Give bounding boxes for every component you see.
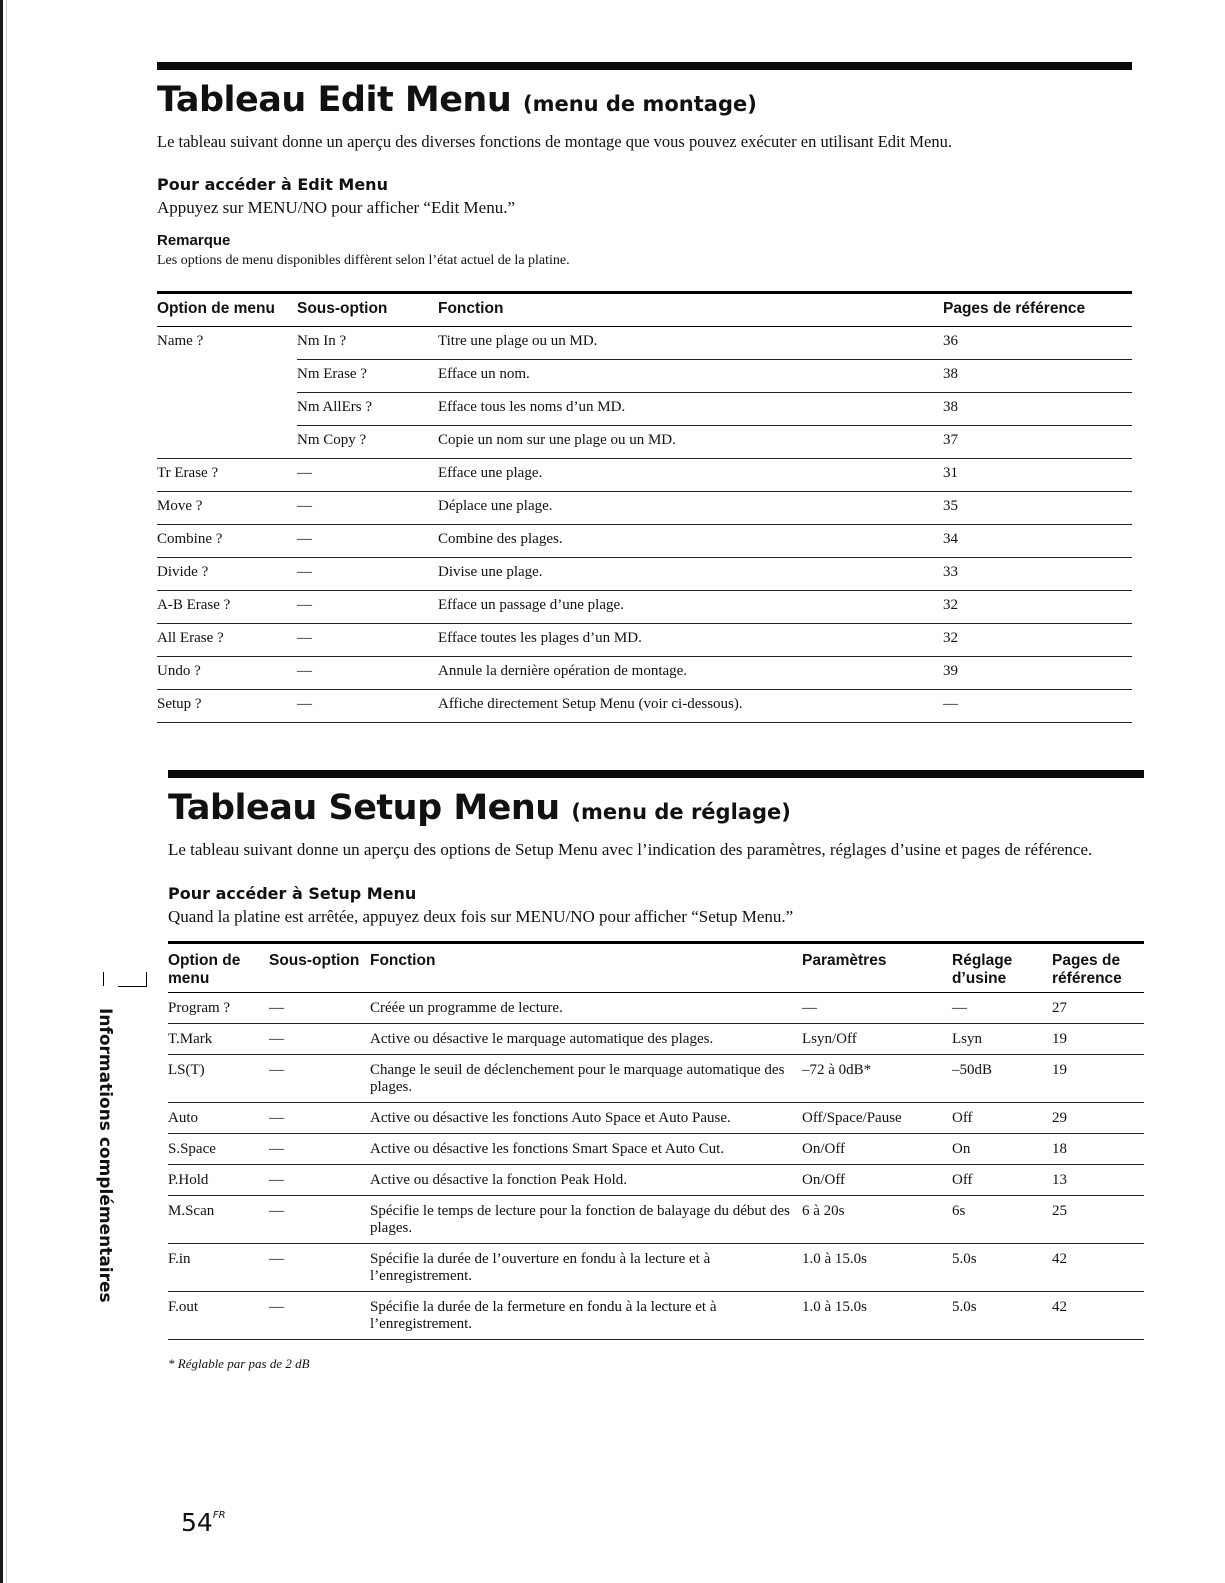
table-cell-option: Combine ? [157,525,297,558]
table-cell-page: 42 [1052,1292,1144,1340]
table-cell-sub: — [297,492,438,525]
edit-menu-subtitle: (menu de montage) [522,92,757,116]
table-cell-option: Setup ? [157,690,297,723]
header-pages: Pages de référence [1052,943,1144,993]
footnote: * Réglable par pas de 2 dB [168,1356,310,1372]
table-cell-params: On/Off [802,1134,952,1165]
edit-access-text: Appuyez sur MENU/NO pour afficher “Edit Menu.” [157,198,516,218]
table-cell-sub: — [269,1055,370,1103]
table-cell-option: Move ? [157,492,297,525]
table-cell-params: 6 à 20s [802,1196,952,1244]
scan-left-border [0,0,3,1583]
table-cell-func: Annule la dernière opération de montage. [438,657,943,690]
table-row [168,1292,1144,1340]
table-row [168,993,1144,1024]
table-cell-func: Efface tous les noms d’un MD. [438,393,943,426]
header-option: Option de menu [157,293,297,327]
table-cell-factory: On [952,1134,1052,1165]
table-cell-func: Efface une plage. [438,459,943,492]
table-cell-page: 31 [943,459,1132,492]
table-cell-page: 27 [1052,993,1144,1024]
table-cell-page: 32 [943,591,1132,624]
edit-access-heading: Pour accéder à Edit Menu [157,175,388,195]
table-cell-func: Efface un passage d’une plage. [438,591,943,624]
table-cell-option: T.Mark [168,1024,269,1055]
table-cell-func: Combine des plages. [438,525,943,558]
table-row [157,558,1132,591]
section-rule [168,770,1144,778]
table-cell-factory: 6s [952,1196,1052,1244]
table-cell-page: 25 [1052,1196,1144,1244]
setup-menu-subtitle: (menu de réglage) [571,800,791,824]
table-cell-sub: — [269,1134,370,1165]
table-cell-sub: — [297,657,438,690]
table-cell-page: 37 [943,426,1132,459]
edit-menu-intro: Le tableau suivant donne un aperçu des diverses fonctions de montage que vous pouvez exécuter en utilisant Edit Menu. [157,132,952,152]
table-cell-func: Active ou désactive les fonctions Auto Space et Auto Pause. [370,1103,802,1134]
table-cell-sub: — [269,1244,370,1292]
table-cell-sub: — [297,624,438,657]
table-cell-factory: 5.0s [952,1292,1052,1340]
table-cell-page: 19 [1052,1024,1144,1055]
table-row [168,1103,1144,1134]
table-row [157,690,1132,723]
table-row [157,360,1132,393]
table-cell-params: –72 à 0dB* [802,1055,952,1103]
table-cell-factory: Off [952,1165,1052,1196]
setup-menu-table [168,941,1144,1340]
table-cell-option: Program ? [168,993,269,1024]
scan-edge-line [6,0,7,1583]
table-cell-option: Auto [168,1103,269,1134]
table-cell-func: Active ou désactive la fonction Peak Hold. [370,1165,802,1196]
table-cell-option: P.Hold [168,1165,269,1196]
table-header-row [168,943,1144,993]
table-row [168,1244,1144,1292]
table-cell-sub: — [297,558,438,591]
table-cell-option [157,426,297,459]
table-cell-func: Créée un programme de lecture. [370,993,802,1024]
table-cell-params: Off/Space/Pause [802,1103,952,1134]
table-row [157,624,1132,657]
table-cell-page: 32 [943,624,1132,657]
table-row [157,492,1132,525]
table-cell-option: M.Scan [168,1196,269,1244]
table-cell-params: 1.0 à 15.0s [802,1244,952,1292]
table-row [168,1024,1144,1055]
section-rule [157,62,1132,70]
table-cell-option: Tr Erase ? [157,459,297,492]
table-cell-func: Spécifie la durée de la fermeture en fondu à la lecture et à l’enregistrement. [370,1292,802,1340]
table-cell-sub: — [269,1103,370,1134]
note-heading: Remarque [157,232,231,250]
table-cell-page: 29 [1052,1103,1144,1134]
side-label: Informations complémentaires [95,1007,115,1303]
table-row [157,459,1132,492]
table-row [168,1165,1144,1196]
table-cell-sub: — [297,690,438,723]
table-cell-option: F.in [168,1244,269,1292]
table-cell-page: 18 [1052,1134,1144,1165]
table-cell-sub: Nm Erase ? [297,360,438,393]
table-cell-option: F.out [168,1292,269,1340]
table-cell-sub: — [269,1292,370,1340]
edit-menu-table [157,291,1132,723]
table-cell-sub: — [269,1196,370,1244]
table-row [157,657,1132,690]
setup-menu-title: Tableau Setup Menu (menu de réglage) [168,788,791,828]
edit-menu-title: Tableau Edit Menu (menu de montage) [157,80,757,120]
table-cell-func: Active ou désactive les fonctions Smart Space et Auto Cut. [370,1134,802,1165]
table-cell-sub: — [269,1165,370,1196]
table-cell-func: Change le seuil de déclenchement pour le marquage automatique des plages. [370,1055,802,1103]
table-cell-option [157,360,297,393]
table-cell-factory: — [952,993,1052,1024]
table-row [157,426,1132,459]
header-params: Paramètres [802,943,952,993]
header-option: Option de menu [168,943,269,993]
table-cell-sub: Nm Copy ? [297,426,438,459]
table-row [157,525,1132,558]
table-cell-option: A-B Erase ? [157,591,297,624]
table-cell-func: Spécifie la durée de l’ouverture en fondu à la lecture et à l’enregistrement. [370,1244,802,1292]
table-cell-func: Active ou désactive le marquage automatique des plages. [370,1024,802,1055]
table-row [168,1196,1144,1244]
table-cell-params: 1.0 à 15.0s [802,1292,952,1340]
table-cell-option: Name ? [157,333,204,350]
table-cell-func: Efface un nom. [438,360,943,393]
setup-access-heading: Pour accéder à Setup Menu [168,884,417,904]
header-pages: Pages de référence [943,293,1132,327]
table-cell-func: Affiche directement Setup Menu (voir ci-dessous). [438,690,943,723]
table-cell-page: 13 [1052,1165,1144,1196]
table-cell-sub: — [297,525,438,558]
header-function: Fonction [370,943,802,993]
table-cell-sub: Nm AllErs ? [297,393,438,426]
note-text: Les options de menu disponibles diffèrent selon l’état actuel de la platine. [157,253,570,269]
table-cell-page: 34 [943,525,1132,558]
header-sub-option: Sous-option [297,293,438,327]
table-cell-func: Déplace une plage. [438,492,943,525]
table-row [157,393,1132,426]
table-cell-sub: — [297,459,438,492]
table-cell-page: 36 [943,327,1132,360]
setup-access-text: Quand la platine est arrêtée, appuyez deux fois sur MENU/NO pour afficher “Setup Menu.” [168,907,794,927]
table-cell-page: 33 [943,558,1132,591]
table-cell-factory: Off [952,1103,1052,1134]
header-sub-option: Sous-option [269,943,370,993]
table-cell-page: 39 [943,657,1132,690]
table-header-row [157,293,1132,327]
table-cell-sub: Nm In ? [297,327,438,360]
section-tab-mark [103,972,104,986]
table-row [157,591,1132,624]
table-cell-params: — [802,993,952,1024]
table-row [168,1134,1144,1165]
table-cell-factory: 5.0s [952,1244,1052,1292]
table-cell-func: Titre une plage ou un MD. [438,327,943,360]
table-cell-option: Undo ? [157,657,297,690]
header-factory: Réglage d’usine [952,943,1052,993]
header-function: Fonction [438,293,943,327]
edit-menu-section [157,62,1132,723]
table-cell-option: All Erase ? [157,624,297,657]
table-cell-page: 38 [943,393,1132,426]
table-cell-sub: — [297,591,438,624]
table-cell-option: Divide ? [157,558,297,591]
setup-menu-intro: Le tableau suivant donne un aperçu des options de Setup Menu avec l’indication des paramètres, réglages d’usine et pages de référence. [168,840,1093,860]
setup-menu-section [168,770,1144,1372]
table-cell-sub: — [269,993,370,1024]
table-cell-option: S.Space [168,1134,269,1165]
page-number: $54^{FR}$ [181,1508,226,1537]
table-row [157,327,1132,360]
table-cell-page: — [943,690,1132,723]
section-tab-mark [118,972,147,987]
table-cell-sub: — [269,1024,370,1055]
table-cell-params: Lsyn/Off [802,1024,952,1055]
table-row [168,1055,1144,1103]
table-cell-params: On/Off [802,1165,952,1196]
table-cell-page: 42 [1052,1244,1144,1292]
table-cell-page: 38 [943,360,1132,393]
table-cell-option [157,393,297,426]
table-cell-page: 19 [1052,1055,1144,1103]
table-cell-option: LS(T) [168,1055,269,1103]
table-cell-func: Divise une plage. [438,558,943,591]
table-cell-func: Copie un nom sur une plage ou un MD. [438,426,943,459]
page-suffix: FR [212,1510,226,1521]
table-cell-func: Spécifie le temps de lecture pour la fonction de balayage du début des plages. [370,1196,802,1244]
table-cell-page: 35 [943,492,1132,525]
table-cell-factory: –50dB [952,1055,1052,1103]
table-cell-func: Efface toutes les plages d’un MD. [438,624,943,657]
table-cell-factory: Lsyn [952,1024,1052,1055]
